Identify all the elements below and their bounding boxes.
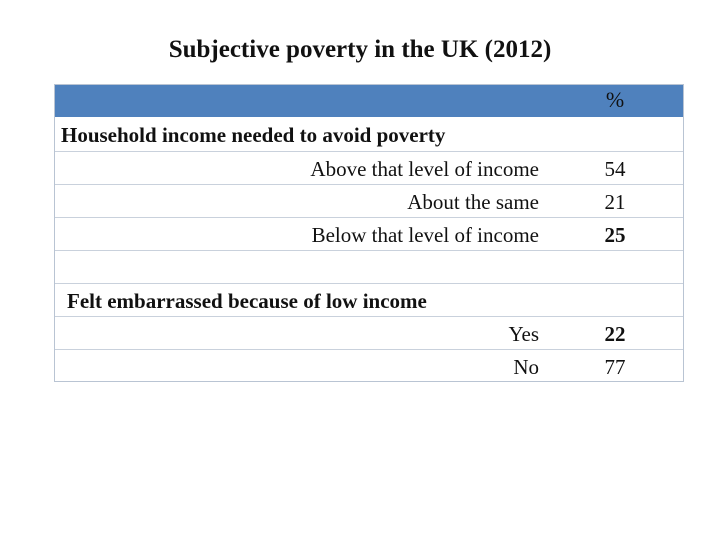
section-heading-income-needed: Household income needed to avoid poverty [61,123,446,147]
row-divider [55,349,683,350]
percent-column-header: % [605,87,625,112]
row-value-yes: 22 [604,322,626,346]
data-table [54,84,684,382]
row-label-below-level: Below that level of income [311,223,539,247]
row-divider [55,316,683,317]
row-divider [55,283,683,284]
row-label-above-level: Above that level of income [310,157,539,181]
row-label-yes: Yes [508,322,539,346]
row-value-below-level: 25 [604,223,626,247]
row-divider [55,151,683,152]
row-divider [55,217,683,218]
table-header-row [55,85,683,117]
row-value-above-level: 54 [604,157,626,181]
page-title: Subjective poverty in the UK (2012) [168,36,552,63]
row-label-about-same: About the same [407,190,539,214]
row-value-no: 77 [604,355,626,379]
row-divider [55,250,683,251]
row-value-about-same: 21 [604,190,626,214]
row-divider [55,184,683,185]
section-heading-embarrassed: Felt embarrassed because of low income [67,289,427,313]
row-label-no: No [513,355,539,379]
